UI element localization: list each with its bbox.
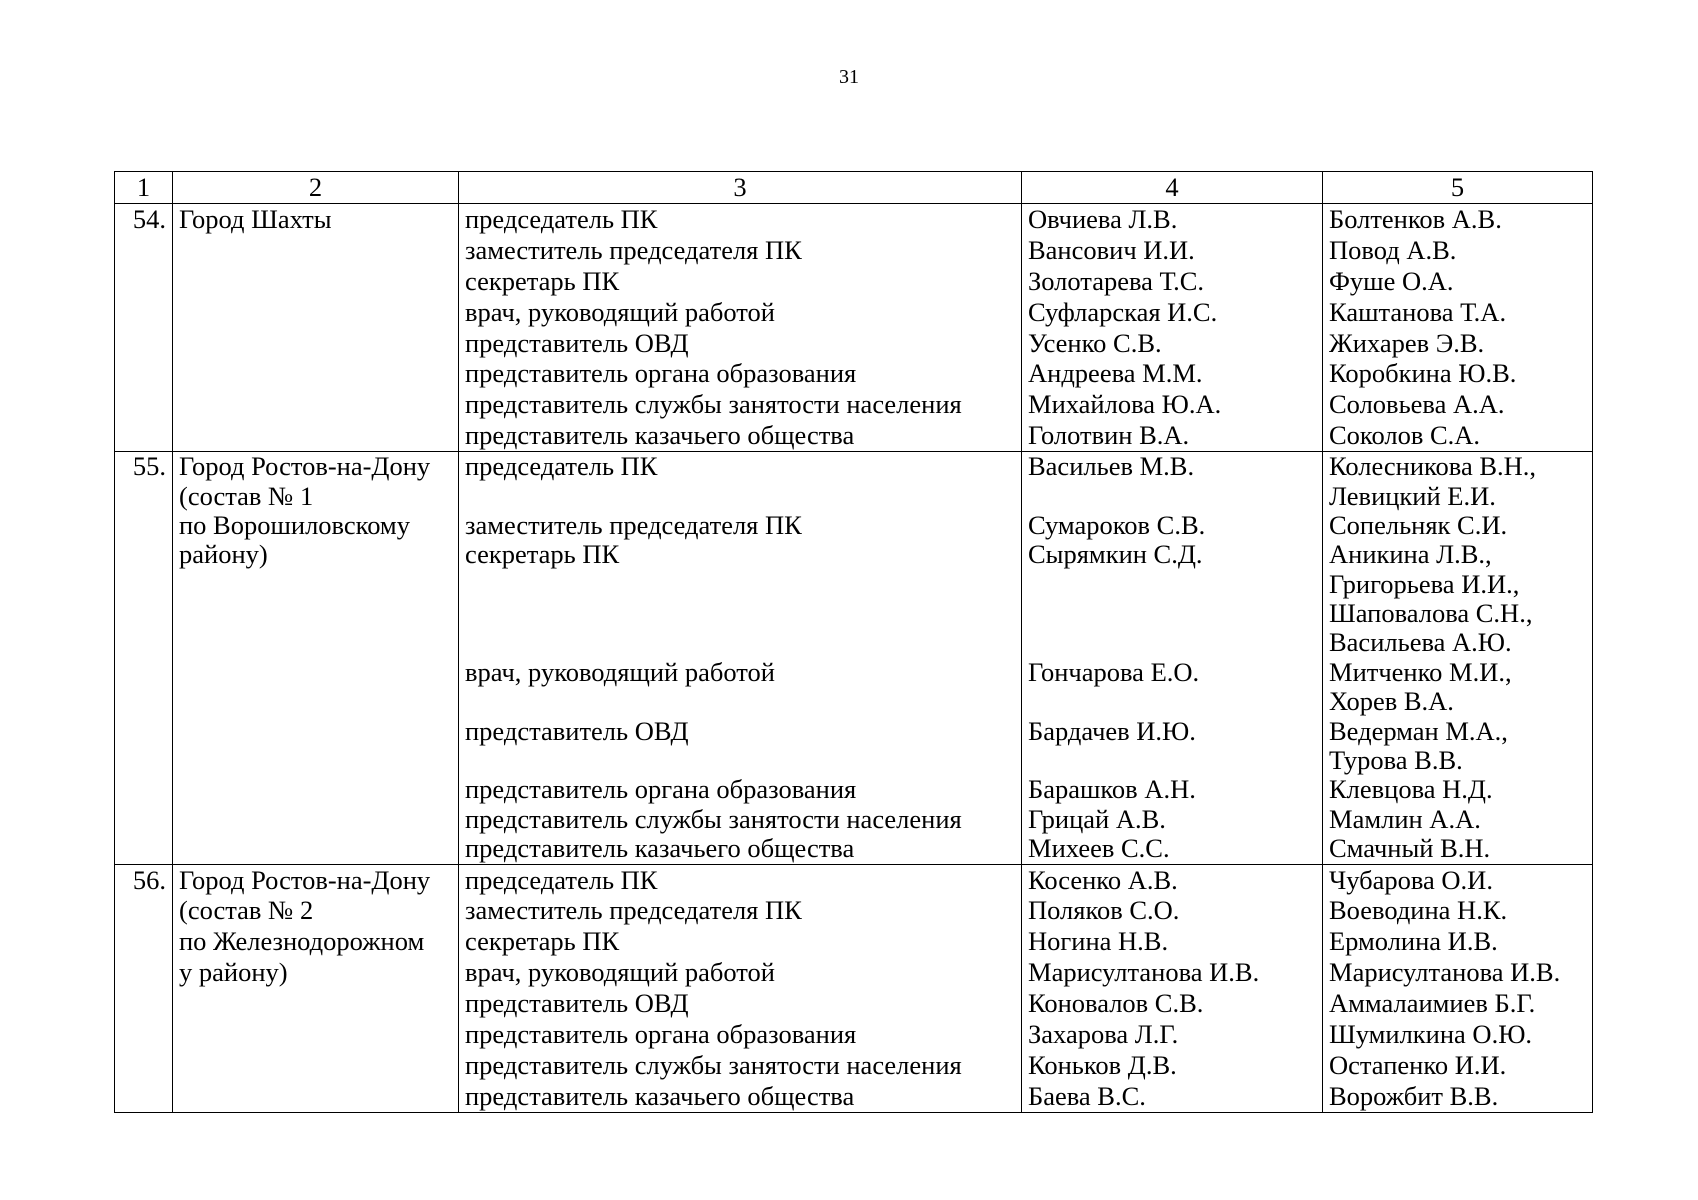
- reserve-name: Митченко М.И.,: [1329, 656, 1512, 687]
- row-number: 56.: [132, 864, 166, 895]
- role-text: представитель казачьего общества: [465, 833, 855, 864]
- member-name: Гончарова Е.О.: [1028, 656, 1200, 687]
- reserve-name: Шаповалова С.Н.,: [1329, 598, 1533, 629]
- territory-line: району): [179, 539, 268, 570]
- territory-line: Город Ростов-на-Дону: [179, 451, 431, 482]
- member-name: Овчиева Л.В.: [1028, 204, 1178, 234]
- role-text: врач, руководящий работой: [465, 296, 775, 327]
- member-name: Андреева М.М.: [1028, 358, 1203, 389]
- territory-cell: [173, 204, 459, 452]
- table-row: [115, 204, 1593, 452]
- table-body: [115, 204, 1593, 1113]
- reserve-name: Соколов С.А.: [1329, 420, 1481, 451]
- reserve-name: Чубарова О.И.: [1329, 864, 1493, 895]
- role-cell: [459, 452, 1022, 864]
- reserve-cell: [1323, 204, 1593, 452]
- role-text: представитель казачьего общества: [465, 1080, 855, 1111]
- role-text: секретарь ПК: [465, 539, 620, 570]
- territory-cell: [173, 864, 459, 1112]
- role-text: председатель ПК: [465, 864, 658, 895]
- role-text: председатель ПК: [465, 204, 658, 234]
- reserve-name: Каштанова Т.А.: [1329, 296, 1507, 327]
- reserve-name: Колесникова В.Н.,: [1329, 451, 1537, 482]
- commissions-table: [114, 171, 1593, 1113]
- member-name: Михайлова Ю.А.: [1028, 389, 1222, 420]
- reserve-name: Ермолина И.В.: [1329, 926, 1498, 957]
- reserve-name: Ворожбит В.В.: [1329, 1080, 1499, 1111]
- reserve-name: Аникина Л.В.,: [1329, 539, 1492, 570]
- member-cell: [1022, 864, 1323, 1112]
- role-text: представитель службы занятости населения: [465, 389, 962, 420]
- member-name: Голотвин В.А.: [1028, 420, 1190, 451]
- reserve-name: Турова В.В.: [1329, 745, 1463, 776]
- role-text: секретарь ПК: [465, 265, 620, 296]
- table-row: [115, 452, 1593, 864]
- reserve-name: Воеводина Н.К.: [1329, 895, 1508, 926]
- role-text: представитель ОВД: [465, 327, 689, 358]
- role-text: врач, руководящий работой: [465, 957, 775, 988]
- member-name: Поляков С.О.: [1028, 895, 1180, 926]
- header-cell-4: 4: [1022, 172, 1323, 204]
- member-name: Ногина Н.В.: [1028, 926, 1169, 957]
- header-cell-5: 5: [1323, 172, 1593, 204]
- reserve-cell: [1323, 864, 1593, 1112]
- member-name: Барашков А.Н.: [1028, 774, 1196, 805]
- territory-cell: [173, 452, 459, 864]
- header-cell-2: 2: [173, 172, 459, 204]
- role-text: представитель службы занятости населения: [465, 1049, 962, 1080]
- role-text: заместитель председателя ПК: [465, 895, 802, 926]
- role-text: представитель службы занятости населения: [465, 803, 962, 834]
- member-name: Сырямкин С.Д.: [1028, 539, 1203, 570]
- member-name: Золотарева Т.С.: [1028, 265, 1204, 296]
- reserve-name: Мамлин А.А.: [1329, 803, 1481, 834]
- territory-line: у району): [179, 957, 288, 988]
- role-text: представитель органа образования: [465, 1019, 857, 1050]
- reserve-name: Ведерман М.А.,: [1329, 715, 1508, 746]
- reserve-name: Левицкий Е.И.: [1329, 480, 1496, 511]
- territory-line: (состав № 2: [179, 895, 314, 926]
- member-name: Бардачев И.Ю.: [1028, 715, 1196, 746]
- row-number-cell: [115, 204, 173, 452]
- role-text: председатель ПК: [465, 451, 658, 482]
- header-row: [115, 172, 1593, 204]
- reserve-name: Клевцова Н.Д.: [1329, 774, 1493, 805]
- member-name: Усенко С.В.: [1028, 327, 1162, 358]
- role-text: представитель ОВД: [465, 715, 689, 746]
- member-name: Сумароков С.В.: [1028, 509, 1206, 540]
- reserve-name: Фуше О.А.: [1329, 265, 1454, 296]
- member-name: Коньков Д.В.: [1028, 1049, 1177, 1080]
- member-name: Васильев М.В.: [1028, 451, 1195, 482]
- row-number-cell: [115, 864, 173, 1112]
- role-text: представитель органа образования: [465, 774, 857, 805]
- member-name: Косенко А.В.: [1028, 864, 1178, 895]
- row-number: 54.: [132, 204, 166, 234]
- reserve-name: Смачный В.Н.: [1329, 833, 1491, 864]
- header-cell-1: 1: [115, 172, 173, 204]
- reserve-name: Хорев В.А.: [1329, 686, 1454, 717]
- role-text: представитель ОВД: [465, 988, 689, 1019]
- territory-line: Город Шахты: [179, 204, 332, 234]
- reserve-name: Марисултанова И.В.: [1329, 957, 1561, 988]
- member-cell: [1022, 452, 1323, 864]
- reserve-name: Повод А.В.: [1329, 234, 1457, 265]
- territory-line: по Ворошиловскому: [179, 509, 410, 540]
- reserve-name: Жихарев Э.В.: [1329, 327, 1485, 358]
- member-name: Коновалов С.В.: [1028, 988, 1204, 1019]
- reserve-name: Сопельняк С.И.: [1329, 509, 1508, 540]
- role-text: заместитель председателя ПК: [465, 234, 802, 265]
- territory-line: Город Ростов-на-Дону: [179, 864, 431, 895]
- role-text: заместитель председателя ПК: [465, 509, 802, 540]
- member-name: Михеев С.С.: [1028, 833, 1170, 864]
- reserve-name: Болтенков А.В.: [1329, 204, 1502, 234]
- row-number-cell: [115, 452, 173, 864]
- member-name: Марисултанова И.В.: [1028, 957, 1260, 988]
- role-text: представитель казачьего общества: [465, 420, 855, 451]
- member-name: Баева В.С.: [1028, 1080, 1146, 1111]
- role-cell: [459, 864, 1022, 1112]
- reserve-name: Шумилкина О.Ю.: [1329, 1019, 1533, 1050]
- header-cell-3: 3: [459, 172, 1022, 204]
- member-name: Грицай А.В.: [1028, 803, 1166, 834]
- role-text: представитель органа образования: [465, 358, 857, 389]
- member-name: Вансович И.И.: [1028, 234, 1195, 265]
- territory-line: (состав № 1: [179, 480, 314, 511]
- reserve-name: Соловьева А.А.: [1329, 389, 1505, 420]
- row-number: 55.: [132, 451, 166, 482]
- member-cell: [1022, 204, 1323, 452]
- territory-line: по Железнодорожном: [179, 926, 425, 957]
- reserve-name: Остапенко И.И.: [1329, 1049, 1507, 1080]
- reserve-name: Аммалаимиев Б.Г.: [1329, 988, 1536, 1019]
- reserve-name: Григорьева И.И.,: [1329, 568, 1520, 599]
- table-row: [115, 864, 1593, 1112]
- reserve-name: Коробкина Ю.В.: [1329, 358, 1517, 389]
- reserve-cell: [1323, 452, 1593, 864]
- role-text: врач, руководящий работой: [465, 656, 775, 687]
- member-name: Захарова Л.Г.: [1028, 1019, 1179, 1050]
- reserve-name: Васильева А.Ю.: [1329, 627, 1512, 658]
- role-cell: [459, 204, 1022, 452]
- member-name: Суфларская И.С.: [1028, 296, 1218, 327]
- page-number: 31: [839, 66, 859, 88]
- role-text: секретарь ПК: [465, 926, 620, 957]
